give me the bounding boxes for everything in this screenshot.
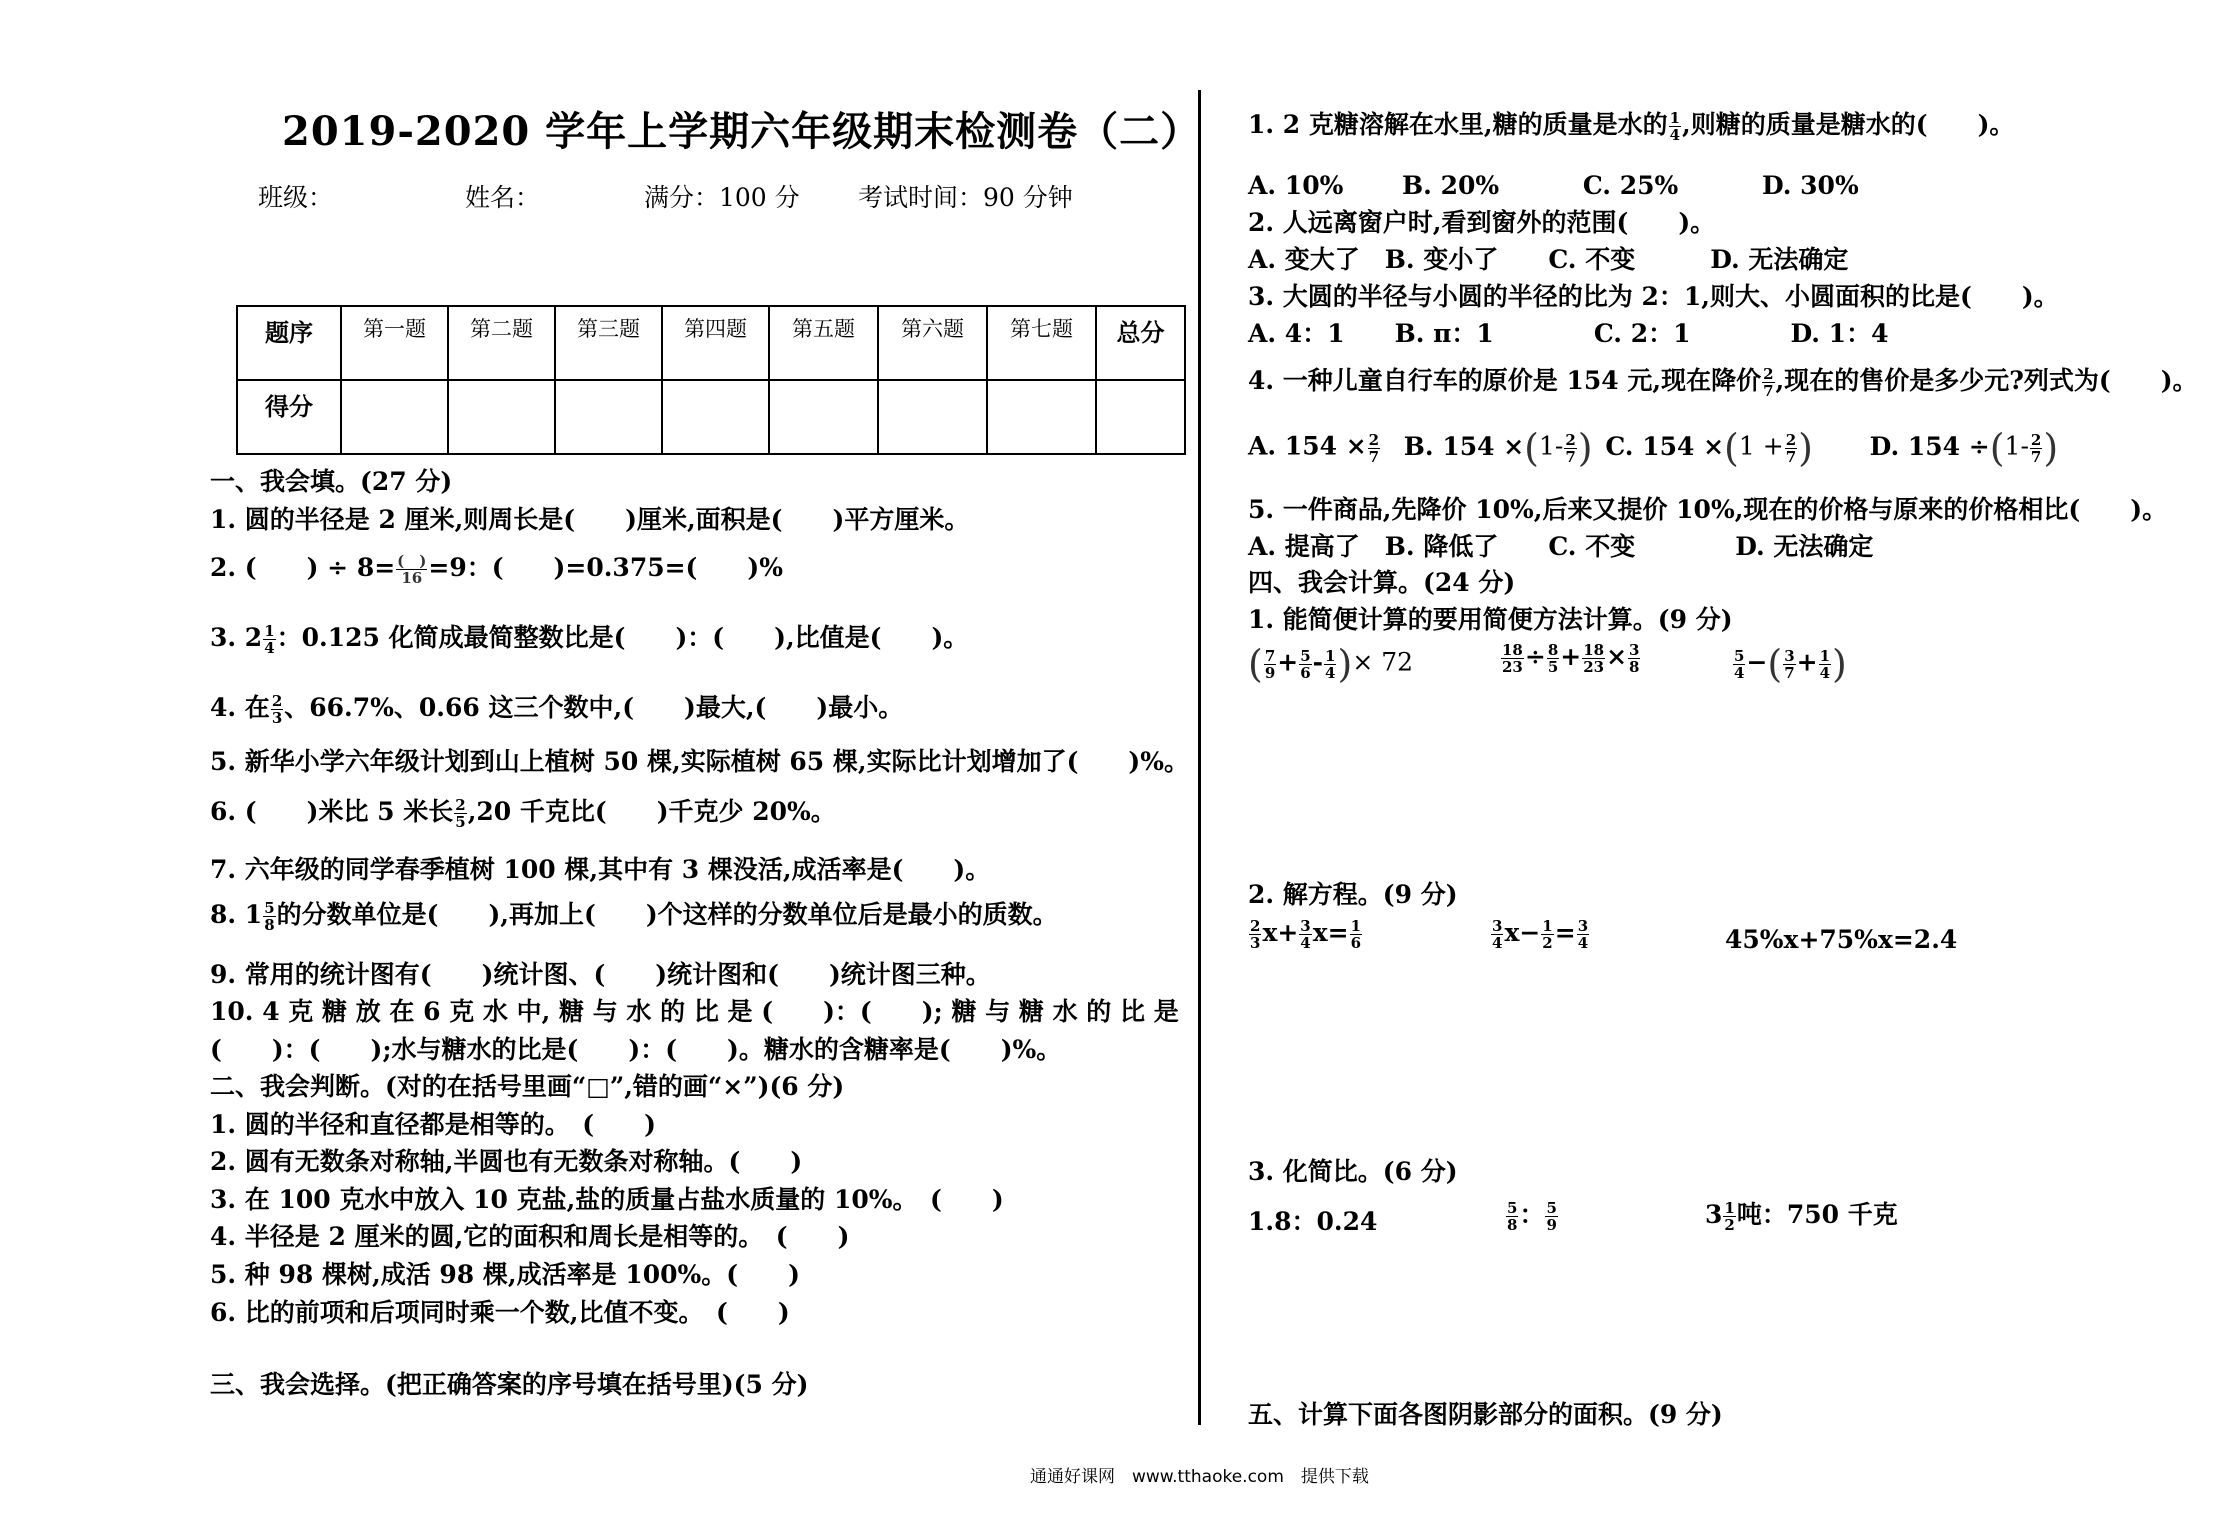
choice-question-1: 1. 2 克糖溶解在水里,糖的质量是水的 $\frac{1}{4}$ ,则糖的质量是糖水的( )。 [1248, 109, 2015, 144]
exam-time-label: 考试时间：90 分钟 [858, 183, 1073, 212]
fill-question-6: 6. ( )米比 5 米长 $\frac{2}{5}$ ,20 千克比( )千克少 20%。 [210, 796, 836, 831]
footer-source: 通通好课网 www.tthaoke.com 提供下载 [1030, 1467, 1369, 1487]
equation-3: 45%x+75%x=2.4 [1725, 925, 1958, 954]
section-3-heading: 三、我会选择。(把正确答案的序号填在括号里)(5 分) [210, 1370, 809, 1399]
judge-item-1: 1. 圆的半径和直径都是相等的。 ( ) [210, 1110, 656, 1139]
fill-question-4: 4. 在 $\frac{2}{3}$ 、66.7%、0.66 这三个数中,( )最大,( )最小。 [210, 692, 904, 727]
fill-question-1: 1. 圆的半径是 2 厘米,则周长是( )厘米,面积是( )平方厘米。 [210, 505, 970, 534]
table-header-cell: 第三题 [555, 306, 662, 380]
fill-question-8: 8. 1 $\frac{5}{8}$ 的分数单位是( ),再加上( )个这样的分数单位后是最小的质数。 [210, 899, 1058, 934]
judge-item-3: 3. 在 100 克水中放入 10 克盐,盐的质量占盐水质量的 10%。 ( ) [210, 1185, 1004, 1214]
score-cell[interactable] [448, 380, 555, 454]
ratio-1: 1.8：0.24 [1248, 1207, 1378, 1236]
equation-1: $\frac{2}{3}$ x+ $\frac{3}{4}$ x= $\frac{1}{6}$ [1250, 917, 1362, 952]
judge-item-6: 6. 比的前项和后项同时乘一个数,比值不变。 ( ) [210, 1298, 790, 1327]
fill-question-9: 9. 常用的统计图有( )统计图、( )统计图和( )统计图三种。 [210, 960, 991, 989]
fill-question-5: 5. 新华小学六年级计划到山上植树 50 棵,实际植树 65 棵,实际比计划增加了( )%。 [210, 747, 1190, 776]
choice-question-4: 4. 一种儿童自行车的原价是 154 元,现在降价 $\frac{2}{7}$ ,现在的售价是多少元?列式为( )。 [1248, 365, 2198, 400]
table-header-cell: 题序 [237, 306, 341, 380]
score-cell[interactable] [987, 380, 1096, 454]
calc-expression-2: $\frac{18}{23}$ ÷ $\frac{8}{5}$ + $\frac{18}{23}$ × $\frac{3}{8}$ [1502, 641, 1640, 676]
equation-2: $\frac{3}{4}$ x− $\frac{1}{2}$ = $\frac{3}{4}$ [1492, 917, 1589, 952]
choice-3-options: A. 4：1 B. π：1 C. 2：1 D. 1：4 [1248, 319, 1889, 348]
section-2-heading: 二、我会判断。(对的在括号里画“□”,错的画“×”)(6 分) [210, 1072, 845, 1101]
full-score-label: 满分：100 分 [644, 183, 800, 212]
score-table [236, 305, 1186, 455]
table-header-cell: 第六题 [878, 306, 987, 380]
calc-heading-2: 2. 解方程。(9 分) [1248, 880, 1458, 909]
choice-question-2: 2. 人远离窗户时,看到窗外的范围( )。 [1248, 208, 1716, 237]
column-divider [1198, 90, 1201, 1425]
ratio-3: 3 $\frac{1}{2}$ 吨：750 千克 [1705, 1199, 1898, 1234]
calc-expression-1: ( $\frac{7}{9}$ + $\frac{5}{6}$ - $\frac{1}{4}$ )× 72 [1248, 642, 1414, 686]
table-header-cell: 第一题 [341, 306, 448, 380]
judge-item-4: 4. 半径是 2 厘米的圆,它的面积和周长是相等的。 ( ) [210, 1222, 850, 1251]
ratio-2: $\frac{5}{8}$ ： $\frac{5}{9}$ [1507, 1199, 1557, 1234]
name-label: 姓名： [465, 183, 541, 212]
choice-5-options: A. 提高了 B. 降低了 C. 不变 D. 无法确定 [1248, 532, 1874, 561]
section-5-heading: 五、计算下面各图阴影部分的面积。(9 分) [1248, 1400, 1723, 1429]
table-header-cell: 第二题 [448, 306, 555, 380]
choice-2-options: A. 变大了 B. 变小了 C. 不变 D. 无法确定 [1248, 245, 1849, 274]
judge-item-2: 2. 圆有无数条对称轴,半圆也有无数条对称轴。( ) [210, 1147, 803, 1176]
choice-question-3: 3. 大圆的半径与小圆的半径的比为 2：1,则大、小圆面积的比是( )。 [1248, 282, 2059, 311]
table-header-cell: 第五题 [769, 306, 878, 380]
fill-question-10-line1: 10. 4 克 糖 放 在 6 克 水 中, 糖 与 水 的 比 是 ( )：( ); 糖 与 糖 水 的 比 是 [210, 997, 1179, 1026]
section-4-heading: 四、我会计算。(24 分) [1248, 568, 1516, 597]
score-row-label: 得分 [237, 380, 341, 454]
score-cell[interactable] [1096, 380, 1185, 454]
fill-question-10-line2: ( )：( );水与糖水的比是( )：( )。糖水的含糖率是( )%。 [210, 1035, 1062, 1064]
calc-heading-3: 3. 化简比。(6 分) [1248, 1157, 1458, 1186]
choice-4-options: A. 154 × $\frac{2}{7}$ B. 154 ×(1- $\frac{2}{7}$ ) C. 154 ×(1 + $\frac{2}{7}$ ) D. 154 ÷(1- $\frac{2}{7}$ ) [1248, 426, 2059, 470]
table-header-cell: 第七题 [987, 306, 1096, 380]
table-header-cell: 第四题 [662, 306, 769, 380]
score-cell[interactable] [769, 380, 878, 454]
score-cell[interactable] [555, 380, 662, 454]
section-1-heading: 一、我会填。(27 分) [210, 467, 453, 496]
fill-question-2: 2. ( ) ÷ 8= $\frac{( )}{16}$ =9：( )=0.375=( )% [210, 552, 783, 587]
fill-question-7: 7. 六年级的同学春季植树 100 棵,其中有 3 棵没活,成活率是( )。 [210, 855, 991, 884]
class-label: 班级： [258, 183, 334, 212]
calc-expression-3: $\frac{5}{4}$ −( $\frac{3}{7}$ + $\frac{1}{4}$ ) [1734, 642, 1847, 686]
fill-question-3: 3. 2 $\frac{1}{4}$ ：0.125 化简成最简整数比是( )：( ),比值是( )。 [210, 622, 969, 657]
choice-1-options: A. 10% B. 20% C. 25% D. 30% [1248, 171, 1859, 200]
table-header-cell: 总分 [1096, 306, 1185, 380]
calc-heading-1: 1. 能简便计算的要用简便方法计算。(9 分) [1248, 605, 1733, 634]
score-cell[interactable] [341, 380, 448, 454]
choice-question-5: 5. 一件商品,先降价 10%,后来又提价 10%,现在的价格与原来的价格相比( )。 [1248, 495, 2168, 524]
score-cell[interactable] [662, 380, 769, 454]
page-title: 2019-2020 学年上学期六年级期末检测卷（二） [282, 108, 1202, 155]
judge-item-5: 5. 种 98 棵树,成活 98 棵,成活率是 100%。( ) [210, 1260, 800, 1289]
score-cell[interactable] [878, 380, 987, 454]
